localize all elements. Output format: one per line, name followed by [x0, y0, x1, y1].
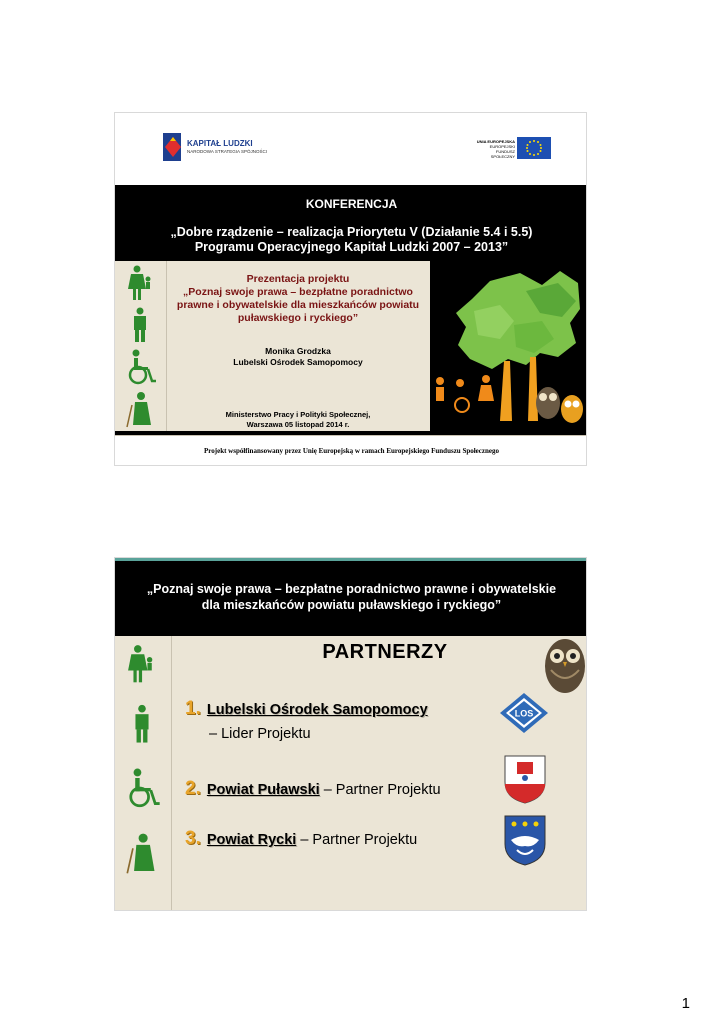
wheelchair-icon	[125, 349, 157, 385]
partner-1-number: 1.	[185, 698, 201, 719]
partner-1-role: – Lider Projektu	[209, 726, 311, 742]
slide-2-sidebar	[115, 636, 172, 911]
page-number: 1	[681, 995, 690, 1012]
kl-logo-subtitle: NARODOWA STRATEGIA SPÓJNOŚCI	[187, 149, 268, 154]
project-title-line1: „Poznaj swoje prawa – bezpłatne poradnictwo	[183, 286, 413, 298]
eu-logo-text	[475, 139, 515, 159]
project-title-line3: puławskiego i ryckiego”	[237, 312, 359, 324]
author-name: Monika Grodzka	[265, 346, 331, 356]
ministry-block	[167, 410, 429, 430]
partner-1	[185, 698, 428, 720]
slide-1-header	[115, 113, 587, 185]
elderly-woman-icon	[125, 832, 159, 876]
partner-2-name: Powiat Puławski	[206, 782, 320, 798]
project-label: Prezentacja projektu	[246, 273, 350, 285]
eu-logo-line1: UNIA EUROPEJSKA	[476, 139, 515, 144]
partner-1-name: Lubelski Ośrodek Samopomocy	[206, 702, 428, 718]
partner-2	[185, 778, 441, 800]
partner-3	[185, 828, 417, 850]
author-block	[167, 346, 429, 368]
project-description	[167, 273, 429, 325]
kapital-ludzki-logo-icon	[161, 131, 183, 163]
banner-accent-line	[115, 558, 587, 561]
project-banner-line2: dla mieszkańców powiatu puławskiego i ryckiego”	[201, 598, 502, 612]
wheelchair-icon	[125, 768, 161, 808]
woman-with-child-icon	[127, 644, 155, 684]
author-org: Lubelski Ośrodek Samopomocy	[233, 357, 363, 367]
project-banner	[115, 558, 587, 636]
project-banner-line1: „Poznaj swoje prawa – bezpłatne poradnictwo prawne i obywatelskie	[146, 582, 557, 596]
eu-logo-line2: EUROPEJSKI	[489, 144, 515, 149]
elderly-woman-icon	[125, 391, 155, 429]
owl-icon	[543, 636, 587, 694]
conference-title-line1: „Dobre rządzenie – realizacja Priorytetu V (Działanie 5.4 i 5.5)	[170, 225, 533, 239]
eu-flag-icon	[517, 137, 551, 159]
partner-3-role: – Partner Projektu	[300, 832, 418, 848]
los-logo-text: LOS	[514, 708, 534, 719]
ryki-coat-of-arms-icon	[503, 814, 547, 866]
slide-1-footer	[115, 435, 587, 466]
conference-label: KONFERENCJA	[305, 197, 398, 211]
ministry-line1: Ministerstwo Pracy i Polityki Społecznej,	[225, 410, 371, 419]
slide-1	[114, 112, 587, 466]
woman-with-child-icon	[127, 265, 153, 301]
los-logo-icon	[499, 692, 549, 734]
man-icon	[129, 307, 151, 343]
ministry-line2: Warszawa 05 listopad 2014 r.	[246, 420, 350, 429]
partner-2-number: 2.	[185, 778, 201, 799]
project-title-line2: prawne i obywatelskie dla mieszkańców powiatu	[176, 299, 420, 311]
partner-3-name: Powiat Rycki	[206, 832, 297, 848]
kl-logo-title: KAPITAŁ LUDZKI	[187, 139, 253, 148]
pulawy-coat-of-arms-icon	[503, 754, 547, 804]
conference-title-line2: Programu Operacyjnego Kapitał Ludzki 2007 – 2013”	[194, 240, 509, 254]
conference-banner	[115, 185, 587, 261]
partners-title: PARTNERZY	[322, 641, 448, 663]
slide-2	[114, 557, 587, 911]
tree-map-icon	[430, 261, 587, 435]
partner-2-role: – Partner Projektu	[323, 782, 441, 798]
eu-logo-line3: FUNDUSZ SPOŁECZNY	[490, 149, 515, 159]
cofinancing-note: Projekt współfinansowany przez Unię Europejską w ramach Europejskiego Funduszu Społecznego	[204, 447, 499, 455]
slide-1-sidebar	[115, 261, 167, 431]
partner-3-number: 3.	[185, 828, 201, 849]
man-icon	[130, 704, 154, 744]
